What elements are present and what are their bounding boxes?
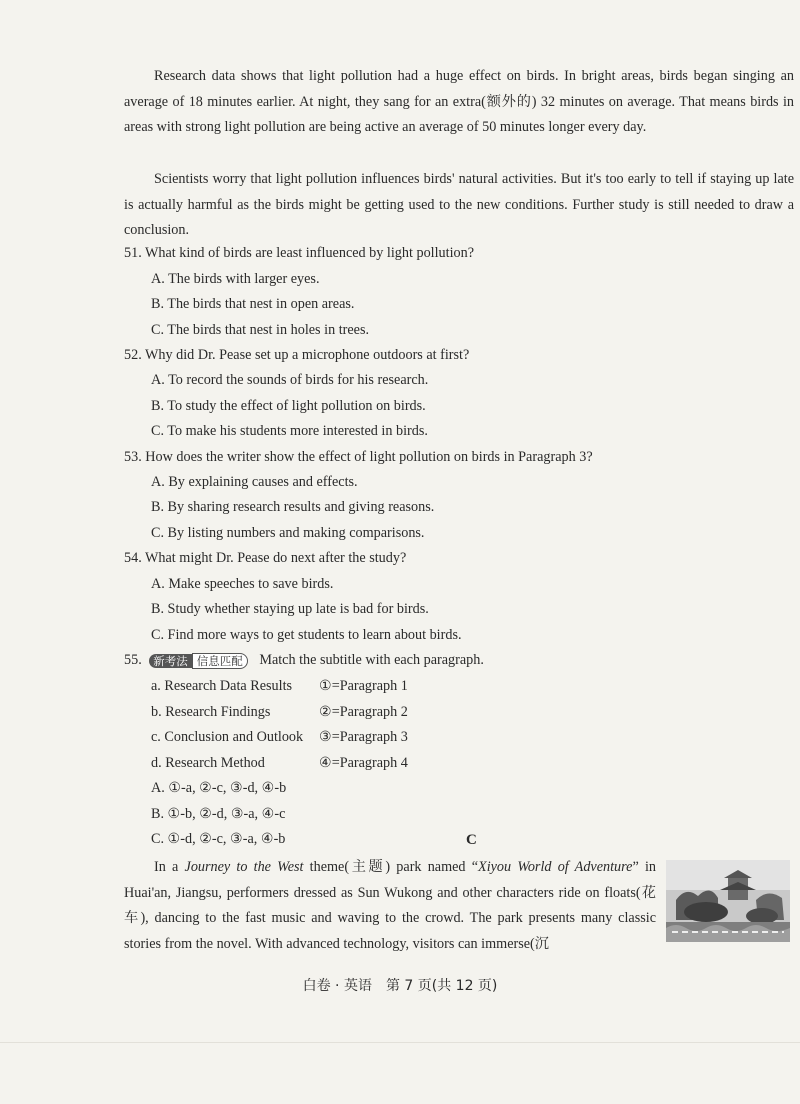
question-51-stem: 51. What kind of birds are least influenced by light pollution? [124,245,475,261]
passage-c-book-title: Journey to the West [184,859,304,875]
subtitle-c: c. Conclusion and Outlook [151,729,304,745]
new-exam-method-badge [145,653,252,669]
question-51-option-a: A. The birds with larger eyes. [151,271,320,287]
subtitle-a: a. Research Data Results [151,678,293,694]
question-53-option-b: B. By sharing research results and giving reasons. [151,499,435,515]
subtitle-b: b. Research Findings [151,704,271,720]
paragraph-ref-3: ③=Paragraph 3 [319,729,408,745]
question-52-option-c: C. To make his students more interested in birds. [151,423,428,439]
question-53-option-a: A. By explaining causes and effects. [151,474,358,490]
question-52-option-a: A. To record the sounds of birds for his research. [151,372,429,388]
section-c-heading: C [466,832,477,848]
question-55-option-c: C. ①-d, ②-c, ③-a, ④-b [151,831,286,847]
badge-new-method-label: 新考法 [149,654,192,668]
match-row-3 [151,729,408,746]
scan-edge-line [0,1042,800,1043]
question-51-option-c: C. The birds that nest in holes in trees. [151,322,370,338]
badge-info-match-label: 信息匹配 [192,653,248,669]
paragraph-research-data: Research data shows that light pollution had a huge effect on birds. In bright areas, birds began singing an average of 18 minutes earlier. At night, they sang for an extra(额外的) 32 minutes on average. That means birds in areas with strong light pollution are being active an average of 50 minutes longer every day. [124,68,794,135]
page-footer: 白卷 · 英语 第 7 页(共 12 页) [302,978,498,994]
question-52-stem: 52. Why did Dr. Pease set up a microphone outdoors at first? [124,347,470,363]
question-53-option-c: C. By listing numbers and making comparisons. [151,525,425,541]
question-54-option-b: B. Study whether staying up late is bad for birds. [151,601,429,617]
subtitle-d: d. Research Method [151,755,265,771]
paragraph-scientists-worry: Scientists worry that light pollution influences birds' natural activities. But it's too early to tell if staying up late is actually harmful as the birds might be getting used to the new conditions. Further study is still needed to draw a conclusion. [124,171,794,238]
question-54-option-c: C. Find more ways to get students to learn about birds. [151,627,462,643]
question-55-stem: Match the subtitle with each paragraph. [259,652,484,668]
theme-park-photo-drawing [666,860,790,942]
paragraph-ref-1: ①=Paragraph 1 [319,678,408,694]
theme-park-photo [666,860,790,942]
paragraph-ref-4: ④=Paragraph 4 [319,755,408,771]
question-54-stem: 54. What might Dr. Pease do next after the study? [124,550,407,566]
passage-c-park-name: Xiyou World of Adventure [478,859,633,875]
question-55-number: 55. [124,652,142,668]
match-row-2 [151,704,408,721]
passage-c-text-2: theme(主题) park named “ [303,859,479,875]
passage-c-text-3: ” in Huai'an, Jiangsu, performers dressed as Sun Wukong and other characters ride on floats(花车), dancing to the fast music and waving to the crowd. The park presents many classic stories from the novel. With advanced technology, visitors can immerse(沉 [124,859,656,952]
question-54-option-a: A. Make speeches to save birds. [151,576,334,592]
passage-c-intro [124,855,656,957]
question-55-stem-line [124,652,484,669]
question-55-option-a: A. ①-a, ②-c, ③-d, ④-b [151,780,287,796]
paragraph-ref-2: ②=Paragraph 2 [319,704,408,720]
question-53-stem: 53. How does the writer show the effect of light pollution on birds in Paragraph 3? [124,449,593,465]
match-row-1 [151,678,408,695]
match-row-4 [151,755,408,772]
question-52-option-b: B. To study the effect of light pollution on birds. [151,398,426,414]
question-55-option-b: B. ①-b, ②-d, ③-a, ④-c [151,806,286,822]
passage-c-text-1: In a [154,859,185,875]
question-51-option-b: B. The birds that nest in open areas. [151,296,355,312]
